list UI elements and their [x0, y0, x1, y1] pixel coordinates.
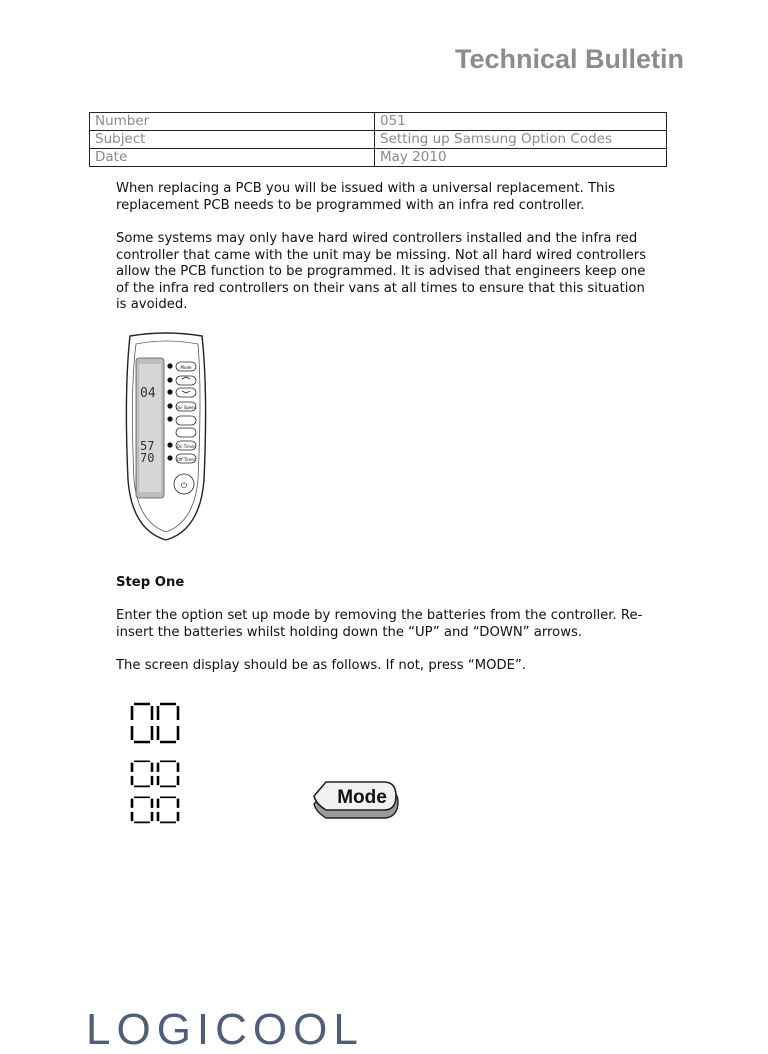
- lcd-row-2: [132, 761, 178, 786]
- remote-control-illustration: [118, 330, 214, 544]
- table-row: [90, 131, 667, 149]
- table-row: [90, 149, 667, 167]
- lcd-row-1: [132, 704, 178, 742]
- power-icon: ⏻: [180, 481, 188, 490]
- step-one-heading: Step One: [116, 575, 185, 590]
- remote-display-mid: 57: [140, 439, 155, 453]
- footer-logo: LOGICOOL: [86, 1005, 364, 1054]
- remote-on-timer-label: On Timer: [176, 444, 196, 449]
- remote-off-timer-label: Off Timer: [176, 457, 196, 462]
- remote-display-top: 04: [140, 386, 156, 401]
- screen-display-instructions: The screen display should be as follows. If not, press “MODE”.: [116, 658, 526, 673]
- subject-label: Subject: [90, 131, 375, 149]
- date-label: Date: [90, 149, 375, 167]
- remote-fan-speed-label: Fan Speed: [175, 405, 197, 410]
- bulletin-info-table: [89, 112, 667, 167]
- lcd-display: [128, 700, 184, 828]
- number-label: Number: [90, 113, 375, 131]
- lcd-row-1-value: 00: [128, 700, 130, 701]
- date-value: May 2010: [375, 149, 667, 167]
- intro-paragraph: When replacing a PCB you will be issued with a universal replacement. This replacement PCB needs to be programmed with an infra red controller.: [116, 181, 615, 213]
- table-row: [90, 113, 667, 131]
- lcd-row-3: [132, 797, 178, 822]
- mode-button-label: Mode: [337, 787, 387, 808]
- remote-down-button: [176, 388, 196, 397]
- number-value: 051: [375, 113, 667, 131]
- wired-controller-paragraph: Some systems may only have hard wired controllers installed and the infra red controller that came with the unit may be missing. Not all hard wired controllers allow the PCB function to be programmed. It is advised that engineers keep one of the infra red controllers on their vans at all times to ensure that this situation is avoided.: [116, 231, 647, 313]
- subject-value: Setting up Samsung Option Codes: [375, 131, 667, 149]
- mode-button-illustration: [312, 778, 400, 826]
- remote-b-button: [176, 428, 196, 437]
- page-title: Technical Bulletin: [454, 44, 684, 74]
- remote-mode-label: Mode: [180, 365, 192, 370]
- step-one-instructions: Enter the option set up mode by removing the batteries from the controller. Re-insert the batteries whilst holding down the “UP” and “DOWN” arrows.: [116, 608, 643, 640]
- remote-swing-button: [176, 416, 196, 425]
- remote-display-bot: 70: [140, 451, 155, 465]
